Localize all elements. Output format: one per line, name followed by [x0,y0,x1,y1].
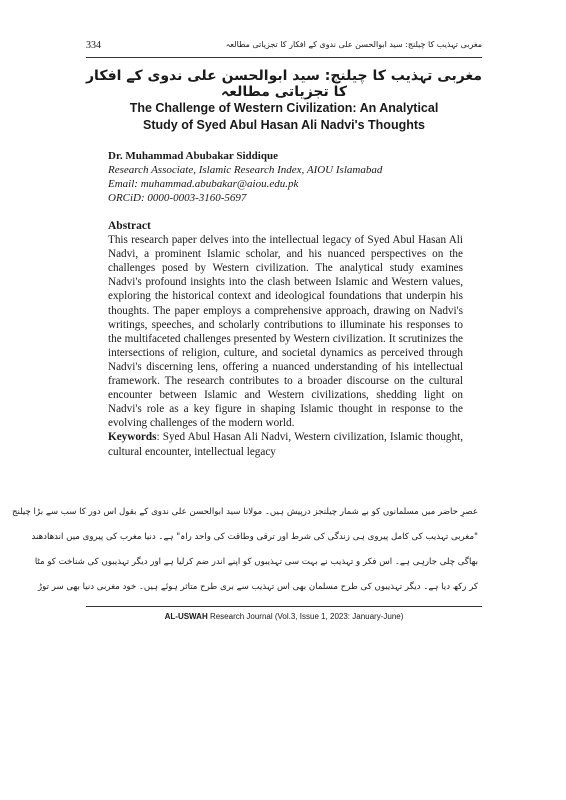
abstract-section [108,219,463,459]
page-number: 334 [86,40,101,51]
keywords-list: : Syed Abul Hasan Ali Nadvi, Western civilization, Islamic thought, cultural encounter, intellectual legacy [108,431,463,458]
urdu-body-text [11,500,478,600]
header-rule [86,57,482,58]
author-email: Email: muhammad.abubakar@aiou.edu.pk [108,178,299,190]
urdu-line: "مغربی تہذیب کی کامل پیروی ہی زندگی کی شرط اور ترقی وطاقت کی واحد راہ" ہے۔ دنیا مغرب کی پیروی میں اندھادھند [31,532,478,542]
author-name: Dr. Muhammad Abubakar Siddique [108,150,278,162]
urdu-line: بھاگی چلی جارہی ہے۔ اس فکر و تہذیب نے بہت سی تہذیبوں کو اپنے اندر ضم کرلیا ہے اور دیگر تہذیبوں کی شناخت کو مٹا [34,557,478,567]
footer-rule [86,606,482,607]
journal-footer [86,612,482,621]
abstract-heading: Abstract [108,220,151,232]
keywords [108,430,463,458]
journal-details: Research Journal (Vol.3, Issue 1, 2023: January-June) [207,612,404,621]
title-english [86,100,482,134]
urdu-line: عصرِ حاضر میں مسلمانوں کو بے شمار چیلنجز درپیش ہیں۔ مولانا سید ابوالحسن علی ندوی کے بقول اس دور کا سب سے بڑا چیلنج [11,507,478,517]
author-block [108,149,468,205]
title-english-line1: The Challenge of Western Civilization: An Analytical [129,101,439,115]
keywords-label: Keywords [108,431,157,444]
title-urdu: مغربی تہذیب کا چیلنج: سید ابوالحسن علی ندوی کے افکار کا تجزیاتی مطالعہ [86,68,482,100]
running-header [86,40,482,56]
author-position: Research Associate, Islamic Research Index, AIOU Islamabad [108,164,383,176]
running-title: مغربی تہذیب کا چیلنج: سید ابوالحسن علی ندوی کے افکار کا تجزیاتی مطالعہ [225,40,482,49]
journal-name: AL-USWAH [164,612,208,621]
abstract-text: This research paper delves into the intellectual legacy of Syed Abul Hasan Ali Nadvi, a prominent Islamic scholar, and his nuanced perspectives on the challenges posed by Western civilization. The analytical study examines Nadvi's profound insights into the clash between Islamic and Western values, exploring the historical context and ideological foundations that underpin his thoughts. The paper employs a comprehensive approach, drawing on Nadvi's writings, speeches, and scholarly contributions to illuminate his responses to the multifaceted challenges presented by Western civilization. It scrutinizes the intersections of religion, culture, and societal dynamics as perceived through Nadvi's discerning lens, offering a nuanced understanding of his intellectual framework. The research contributes to a broader discourse on the cultural encounter between Islamic and Western civilizations, shedding light on Nadvi's role as a key figure in shaping Islamic thought in response to the evolving challenges of the modern world. [108,234,463,430]
author-orcid: ORCiD: 0000-0003-3160-5697 [108,192,247,204]
title-english-line2: Study of Syed Abul Hasan Ali Nadvi's Thoughts [143,118,425,132]
urdu-line: کر رکھ دیا ہے۔ دیگر تہذیبوں کی طرح مسلمان بھی اس تہذیب سے بری طرح متاثر ہوئے ہیں۔ خود مغربی دنیا بھی سر توڑ [38,582,478,592]
